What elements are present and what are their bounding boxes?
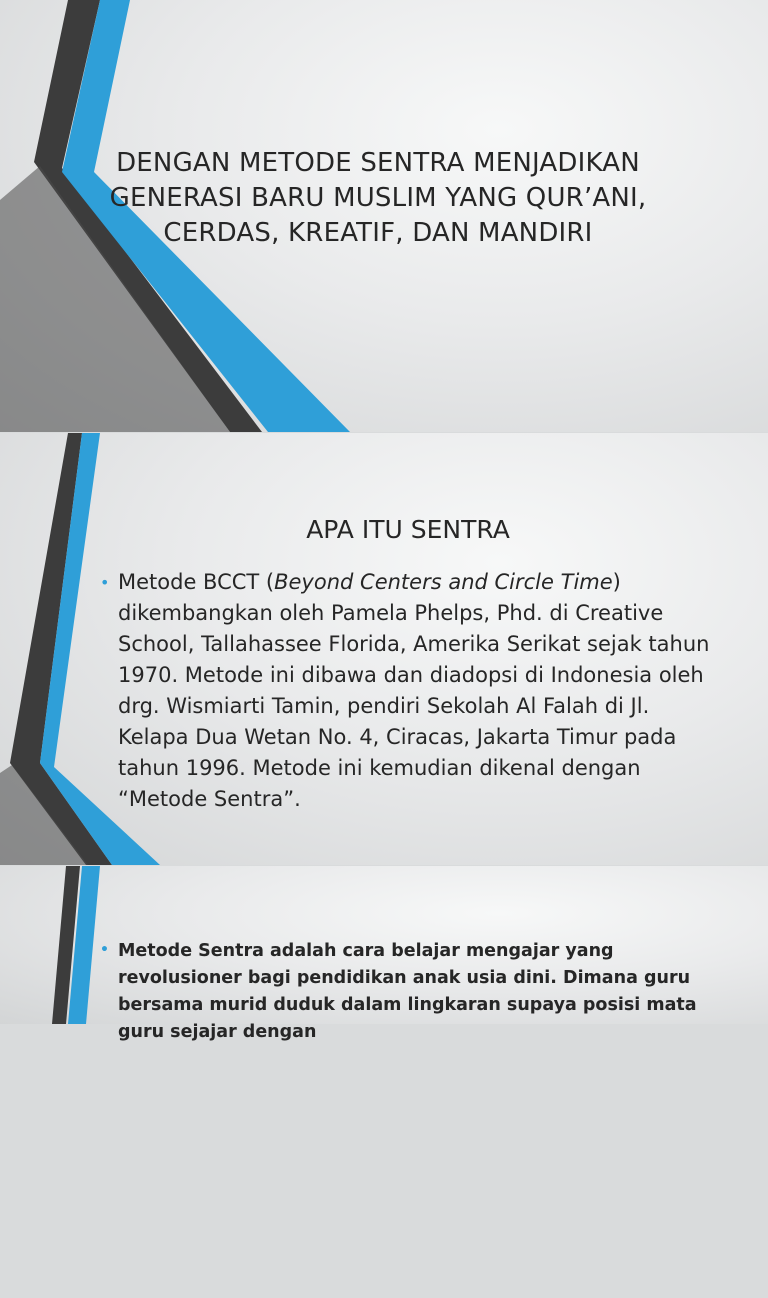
slide-title: APA ITU SENTRA	[306, 515, 510, 544]
bullet-list	[100, 938, 718, 1046]
bullet-item	[100, 567, 720, 815]
bullet-icon: •	[100, 573, 110, 592]
bullet-list	[100, 567, 720, 815]
bullet-text-suffix: ) dikembangkan oleh Pamela Phelps, Phd. di Creative School, Tallahassee Florida, Amerika Serikat sejak tahun 1970. Metode ini dibawa dan diadopsi di Indonesia oleh drg. Wismiarti Tamin, pendiri Sekolah Al Falah di Jl. Kelapa Dua Wetan No. 4, Ciracas, Jakarta Timur pada tahun 1996. Metode ini kemudian dikenal dengan “Metode Sentra”.	[118, 570, 710, 811]
bullet-item	[100, 938, 718, 1046]
slide-title: DENGAN METODE SENTRA MENJADIKAN GENERASI BARU MUSLIM YANG QUR’ANI, CERDAS, KREATIF, DAN MANDIRI	[109, 148, 647, 248]
bullet-text: Metode Sentra adalah cara belajar mengajar yang revolusioner bagi pendidikan anak usia dini. Dimana guru bersama murid duduk dalam lingkaran supaya posisi mata guru sejajar dengan	[118, 941, 697, 1042]
slide-1	[0, 0, 768, 432]
bullet-text-italic: Beyond Centers and Circle Time	[274, 570, 613, 594]
slide-3	[0, 866, 768, 1042]
bullet-icon: •	[100, 942, 109, 958]
slide-3-decoration	[0, 866, 768, 1298]
slide-2	[0, 433, 768, 865]
bullet-text-prefix: Metode BCCT (	[118, 570, 275, 594]
